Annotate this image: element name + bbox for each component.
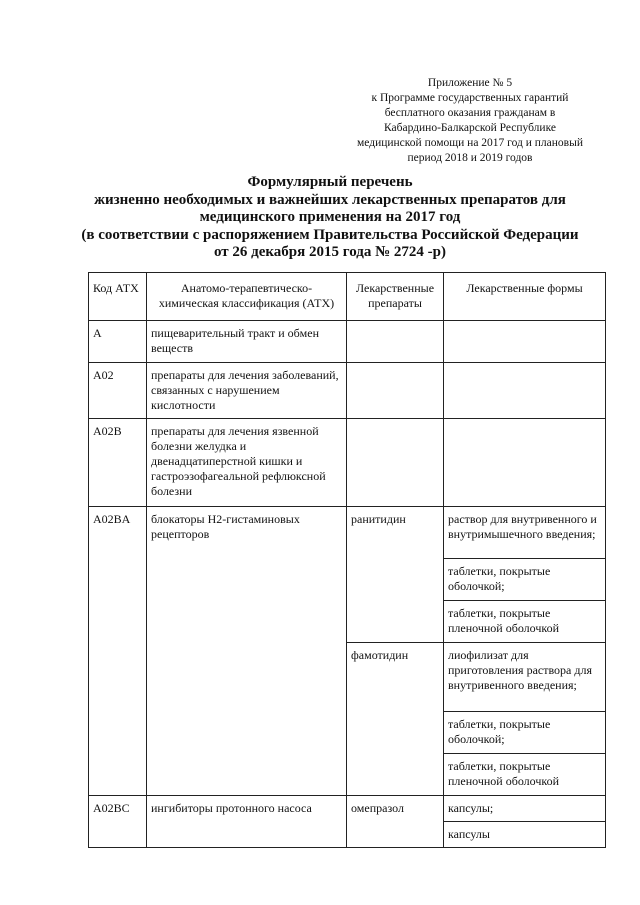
- table-header-row: [89, 273, 606, 321]
- header-drugs: Лекарственные препараты: [347, 273, 444, 321]
- table-row: [89, 363, 606, 419]
- cell-form: капсулы: [444, 822, 606, 848]
- header-code: Код АТХ: [89, 273, 147, 321]
- cell-drug: ранитидин: [347, 507, 444, 643]
- cell-form: таблетки, покрытые оболочкой;: [444, 559, 606, 601]
- table-row: [89, 419, 606, 507]
- cell-classification: ингибиторы протонного насоса: [147, 796, 347, 848]
- cell-drug: [347, 321, 444, 363]
- cell-form: таблетки, покрытые пленочной оболочкой: [444, 754, 606, 796]
- cell-form: [444, 321, 606, 363]
- title-line: (в соответствии с распоряжением Правительства Российской Федерации: [81, 226, 579, 243]
- table-row: [89, 321, 606, 363]
- cell-drug: омепразол: [347, 796, 444, 848]
- cell-classification: блокаторы H2-гистаминовых рецепторов: [147, 507, 347, 796]
- title-line: Формулярный перечень: [247, 174, 413, 190]
- cell-form: [444, 363, 606, 419]
- title-line: от 26 декабря 2015 года № 2724 -р): [213, 244, 447, 260]
- cell-code: A02BC: [89, 796, 147, 848]
- appendix-line: медицинской помощи на 2017 год и плановый: [356, 137, 583, 149]
- cell-form: [444, 419, 606, 507]
- cell-code: A: [89, 321, 147, 363]
- cell-form: капсулы;: [444, 796, 606, 822]
- cell-drug: фамотидин: [347, 643, 444, 796]
- cell-code: A02BA: [89, 507, 147, 796]
- cell-drug: [347, 363, 444, 419]
- appendix-line: бесплатного оказания гражданам в: [384, 107, 556, 119]
- title-line: медицинского применения на 2017 год: [199, 209, 461, 225]
- cell-code: A02B: [89, 419, 147, 507]
- cell-classification: препараты для лечения язвенной болезни желудка и двенадцатиперстной кишки и гастроэзофагеальной рефлюксной болезни: [147, 419, 347, 507]
- cell-code: A02: [89, 363, 147, 419]
- document-title: [40, 174, 620, 262]
- appendix-note: [340, 76, 600, 166]
- appendix-line: период 2018 и 2019 годов: [407, 152, 533, 164]
- cell-drug: [347, 419, 444, 507]
- cell-form: таблетки, покрытые пленочной оболочкой: [444, 601, 606, 643]
- header-forms: Лекарственные формы: [444, 273, 606, 321]
- appendix-line: к Программе государственных гарантий: [371, 92, 569, 104]
- appendix-line: Кабардино-Балкарской Республике: [384, 122, 556, 134]
- header-classification: Анатомо-терапевтическо-химическая классификация (АТХ): [147, 273, 347, 321]
- cell-classification: препараты для лечения заболеваний, связанных с нарушением кислотности: [147, 363, 347, 419]
- cell-classification: пищеварительный тракт и обмен веществ: [147, 321, 347, 363]
- table-row: [89, 507, 606, 559]
- title-line: жизненно необходимых и важнейших лекарственных препаратов для: [94, 191, 566, 208]
- table-row: [89, 796, 606, 822]
- cell-form: таблетки, покрытые оболочкой;: [444, 712, 606, 754]
- appendix-line: Приложение № 5: [427, 77, 513, 89]
- cell-form: лиофилизат для приготовления раствора для внутривенного введения;: [444, 643, 606, 712]
- formulary-table: [88, 272, 606, 848]
- cell-form: раствор для внутривенного и внутримышечного введения;: [444, 507, 606, 559]
